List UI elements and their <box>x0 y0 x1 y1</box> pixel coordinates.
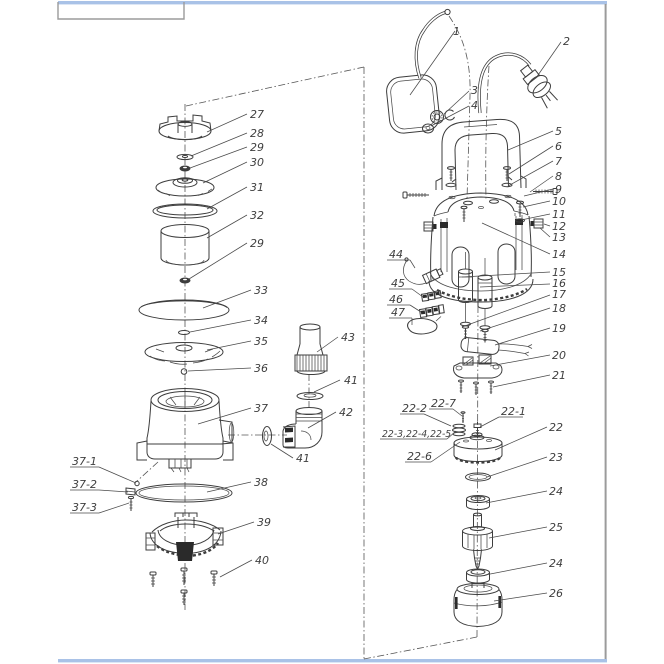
leader-line-16 <box>480 284 550 287</box>
part-label-22-2: 22-2 <box>402 402 427 415</box>
part-label-39: 39 <box>257 516 271 529</box>
part-2-power-plug <box>479 54 561 113</box>
part-label-44: 44 <box>389 248 403 261</box>
part-1-float-switch <box>385 9 450 134</box>
leader-line-46 <box>410 305 421 312</box>
part-label-22-3,22-4,22-5: 22-3,22-4,22-5 <box>382 429 452 440</box>
part-label-20: 20 <box>552 349 566 362</box>
callout-layer <box>70 25 570 601</box>
part-46-terminals <box>419 305 444 318</box>
part-label-26: 26 <box>549 587 563 600</box>
part-39-suction-base <box>146 513 223 561</box>
top-accent-bar <box>58 1 607 4</box>
part-label-27: 27 <box>250 108 264 121</box>
part-label-43: 43 <box>341 331 355 344</box>
part-label-30: 30 <box>250 156 264 169</box>
part-5-cover-handle <box>436 119 526 190</box>
part-47-wire-loop <box>408 317 441 334</box>
leader-line-5 <box>508 131 553 150</box>
leader-line-32 <box>207 215 247 238</box>
part-label-15: 15 <box>552 266 566 279</box>
leader-line-13 <box>540 228 550 237</box>
part-44-lead-wire <box>403 258 443 284</box>
part-label-9: 9 <box>555 183 562 196</box>
leader-line-27 <box>207 114 247 132</box>
leader-line-37-1 <box>99 467 136 483</box>
part-label-29: 29 <box>250 141 264 154</box>
part-label-23: 23 <box>549 451 563 464</box>
leader-line-7 <box>508 161 553 186</box>
sheet-frame <box>58 1 607 662</box>
part-40-screws <box>150 568 217 605</box>
leader-line-3 <box>444 91 469 114</box>
part-label-37: 37 <box>254 402 268 415</box>
leader-line-38 <box>207 482 251 492</box>
part-label-16: 16 <box>552 277 566 290</box>
part-23-o-ring <box>466 473 491 481</box>
part-label-22-7: 22-7 <box>431 397 456 410</box>
part-24-bearing-upper <box>467 496 490 510</box>
part-label-6: 6 <box>555 140 562 153</box>
part-label-41: 41 <box>296 452 310 465</box>
part-label-19: 19 <box>552 322 566 335</box>
leader-line-2 <box>536 42 561 78</box>
leader-line-29 <box>189 243 247 279</box>
leader-line-37-3 <box>99 503 129 513</box>
part-21-screws <box>459 380 494 395</box>
part-label-35: 35 <box>254 335 268 348</box>
leader-line-12 <box>544 224 550 226</box>
part-label-10: 10 <box>552 195 566 208</box>
housing-hardware <box>403 167 557 231</box>
part-label-22-1: 22-1 <box>501 405 526 418</box>
part-label-18: 18 <box>552 302 566 315</box>
leader-line-28 <box>191 133 247 156</box>
part-30-seal-housing <box>156 178 214 196</box>
part-10-screw <box>517 201 524 217</box>
title-block-cell <box>58 2 184 19</box>
part-label-28: 28 <box>250 127 264 140</box>
center-lines <box>136 16 489 659</box>
leader-line-29 <box>190 147 247 168</box>
part-label-13: 13 <box>552 231 566 244</box>
part-label-3: 3 <box>471 84 478 97</box>
right-clip <box>213 528 223 545</box>
part-9-side-screw-right <box>533 189 557 195</box>
part-label-40: 40 <box>255 554 269 567</box>
part-label-22-6: 22-6 <box>407 450 432 463</box>
part-label-47: 47 <box>391 306 405 319</box>
part-label-37-2: 37-2 <box>72 478 97 491</box>
part-label-1: 1 <box>453 25 460 38</box>
part-7-washers <box>446 183 512 186</box>
part-29-nut-upper <box>180 166 191 172</box>
leader-line-19 <box>495 328 550 345</box>
part-label-25: 25 <box>549 521 563 534</box>
part-label-34: 34 <box>254 314 268 327</box>
part-16-capacitor-right <box>478 258 492 326</box>
part-22-7-screw <box>461 412 465 423</box>
part-label-7: 7 <box>555 155 562 168</box>
leader-line-22 <box>495 427 547 450</box>
part-35-impeller <box>145 343 223 365</box>
leader-line-6 <box>509 146 553 174</box>
part-24-bearing-lower <box>467 569 490 583</box>
leader-line-15 <box>462 272 550 277</box>
leader-line-41 <box>314 380 340 392</box>
part-label-29: 29 <box>250 237 264 250</box>
leader-line-24 <box>486 491 547 503</box>
part-label-24: 24 <box>549 557 563 570</box>
part-label-17: 17 <box>552 288 566 301</box>
part-label-24: 24 <box>549 485 563 498</box>
part-label-2: 2 <box>563 35 570 48</box>
part-label-37-3: 37-3 <box>72 501 97 514</box>
leader-line-30 <box>203 162 247 183</box>
part-label-32: 32 <box>250 209 264 222</box>
part-label-36: 36 <box>254 362 268 375</box>
part-label-41: 41 <box>344 374 358 387</box>
part-label-11: 11 <box>552 208 566 221</box>
bottom-accent-bar <box>58 659 607 662</box>
part-label-14: 14 <box>552 248 566 261</box>
part-label-12: 12 <box>552 220 566 233</box>
part-19-thermal-protector <box>460 337 532 356</box>
leader-line-21 <box>493 375 550 387</box>
leader-line-44 <box>410 260 415 268</box>
part-label-5: 5 <box>555 125 562 138</box>
part-37-1-clip-group <box>126 481 139 511</box>
part-29-nut-lower <box>180 278 191 284</box>
part-label-4: 4 <box>471 99 478 112</box>
leader-line-22-1 <box>480 417 499 427</box>
part-22-2345-washers <box>453 424 466 436</box>
part-label-33: 33 <box>254 284 268 297</box>
leader-line-18 <box>480 308 550 331</box>
part-label-31: 31 <box>250 181 264 194</box>
leader-line-45 <box>412 289 423 297</box>
leader-line-37-2 <box>99 490 128 492</box>
leader-line-34 <box>190 320 251 332</box>
part-43-hose-adapter <box>295 324 327 375</box>
part-8-side-screw-left <box>403 192 429 198</box>
leader-line-9 <box>524 189 553 196</box>
leader-line-20 <box>490 355 550 366</box>
leader-line-36 <box>188 368 251 371</box>
part-label-8: 8 <box>555 170 562 183</box>
part-label-21: 21 <box>552 369 566 382</box>
part-label-46: 46 <box>389 293 403 306</box>
leader-line-41 <box>271 444 293 458</box>
part-42-elbow-fitting <box>283 408 322 449</box>
part-label-42: 42 <box>339 406 353 419</box>
leader-line-25 <box>489 527 547 538</box>
leader-line-10 <box>523 201 550 207</box>
leader-line-23 <box>487 457 547 477</box>
leader-line-40 <box>220 560 252 577</box>
part-label-38: 38 <box>254 476 268 489</box>
part-3-gland-nut <box>431 110 455 124</box>
part-6-screws <box>448 167 511 181</box>
leader-line-33 <box>203 290 251 308</box>
leader-line-24 <box>485 563 547 575</box>
part-label-37-1: 37-1 <box>72 455 97 468</box>
leader-line-22-2 <box>424 414 451 426</box>
part-label-22: 22 <box>549 421 563 434</box>
part-41-flange-gasket-side <box>263 427 272 446</box>
part-label-45: 45 <box>391 277 405 290</box>
part-38-o-ring <box>136 484 232 502</box>
part-34-washer <box>179 331 190 335</box>
part-45-terminals <box>421 291 441 302</box>
part-26-stator <box>454 584 502 627</box>
part-41-flange-gasket-top <box>297 393 323 400</box>
part-36-pin <box>181 369 187 375</box>
leader-line-37 <box>198 408 251 424</box>
leader-line-4 <box>431 106 469 126</box>
